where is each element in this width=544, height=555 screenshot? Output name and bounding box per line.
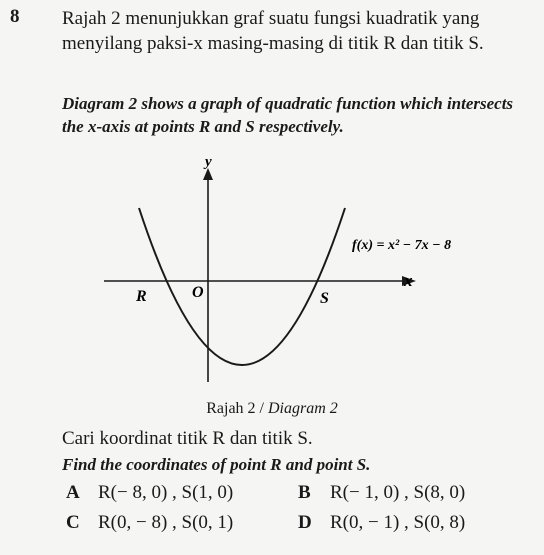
option-c-letter: C [66,512,80,533]
diagram-caption [0,400,544,418]
option-d-letter: D [298,512,312,533]
function-label: f(x) = x² − 7x − 8 [352,238,452,253]
origin-label: O [192,284,204,301]
task-text-english: Find the coordinates of point R and point S. [62,455,371,474]
task-text-malay: Cari koordinat titik R dan titik S. [62,428,313,449]
question-text-malay: Rajah 2 menunjukkan graf suatu fungsi kuadratik yang menyilang paksi-x masing-masing di titik R dan titik S. [62,8,484,54]
caption-english: Diagram 2 [267,400,338,417]
option-a-letter: A [66,482,80,503]
option-c-text: R(0, − 8) , S(0, 1) [98,512,234,533]
option-b[interactable] [298,482,465,504]
option-d[interactable] [298,512,465,534]
question-text-english: Diagram 2 shows a graph of quadratic function which intersects the x-axis at points R and S respectively. [62,94,514,136]
x-axis-label: x [404,271,413,290]
option-b-letter: B [298,482,311,503]
option-d-text: R(0, − 1) , S(0, 8) [330,512,466,533]
point-s-label: S [320,290,329,307]
option-b-text: R(− 1, 0) , S(8, 0) [330,482,466,503]
y-axis-label: y [205,154,212,170]
question-number: 8 [10,6,20,27]
option-a[interactable] [66,482,233,504]
point-r-label: R [136,288,147,305]
caption-malay: Rajah 2 / [206,400,268,417]
option-a-text: R(− 8, 0) , S(1, 0) [98,482,234,503]
parabola-curve [139,208,345,365]
option-c[interactable] [66,512,233,534]
quadratic-graph [92,150,452,390]
